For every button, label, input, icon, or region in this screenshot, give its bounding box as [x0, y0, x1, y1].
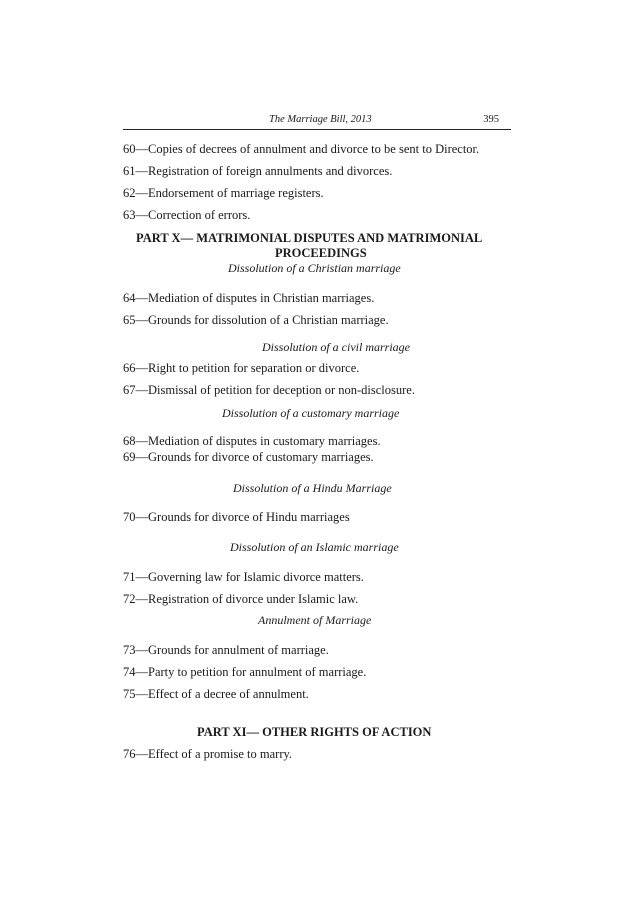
entry-63: 63—Correction of errors.	[123, 208, 251, 222]
subheading-islamic: Dissolution of an Islamic marriage	[230, 540, 399, 554]
entry-71: 71—Governing law for Islamic divorce matters.	[123, 570, 364, 584]
entry-68: 68—Mediation of disputes in customary marriages.	[123, 434, 381, 448]
entry-64: 64—Mediation of disputes in Christian marriages.	[123, 291, 375, 305]
entry-75: 75—Effect of a decree of annulment.	[123, 687, 309, 701]
entry-73: 73—Grounds for annulment of marriage.	[123, 643, 329, 657]
subheading-hindu: Dissolution of a Hindu Marriage	[233, 481, 392, 495]
header-title: The Marriage Bill, 2013	[269, 114, 372, 125]
subheading-customary: Dissolution of a customary marriage	[222, 406, 400, 420]
entry-65: 65—Grounds for dissolution of a Christian marriage.	[123, 313, 389, 327]
entry-72: 72—Registration of divorce under Islamic law.	[123, 592, 359, 606]
entry-60: 60—Copies of decrees of annulment and divorce to be sent to Director.	[123, 142, 480, 156]
subheading-christian: Dissolution of a Christian marriage	[228, 261, 401, 275]
entry-66: 66—Right to petition for separation or divorce.	[123, 361, 360, 375]
subheading-annulment: Annulment of Marriage	[258, 613, 372, 627]
part-x-heading-line1: PART X— MATRIMONIAL DISPUTES AND MATRIMONIAL	[136, 231, 483, 245]
entry-61: 61—Registration of foreign annulments and divorces.	[123, 164, 393, 178]
entry-74: 74—Party to petition for annulment of marriage.	[123, 665, 367, 679]
entry-70: 70—Grounds for divorce of Hindu marriages	[123, 510, 350, 524]
entry-62: 62—Endorsement of marriage registers.	[123, 186, 324, 200]
part-x-heading-line2: PROCEEDINGS	[275, 246, 367, 260]
entry-69: 69—Grounds for divorce of customary marriages.	[123, 450, 374, 464]
subheading-civil: Dissolution of a civil marriage	[262, 340, 410, 354]
part-xi-heading: PART XI— OTHER RIGHTS OF ACTION	[197, 725, 432, 739]
entry-76: 76—Effect of a promise to marry.	[123, 747, 293, 761]
page-number: 395	[483, 114, 499, 125]
page-header	[123, 113, 511, 130]
entry-67: 67—Dismissal of petition for deception or non-disclosure.	[123, 383, 415, 397]
